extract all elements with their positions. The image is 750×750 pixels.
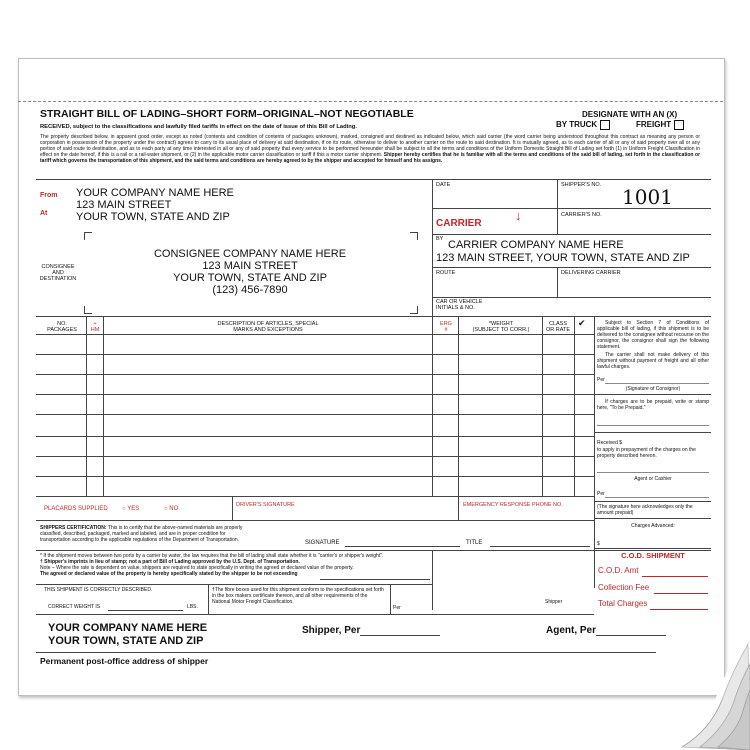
shipper-per-line[interactable] <box>360 635 440 636</box>
legal-text: The property described below, in apparent good order, except as noted (contents and condition of contents of packages unknown), marked, consigned and destined as indicated below, which said carrier (the word carrier being understood throughout this contract as meaning any person or corporation in possession of the property under the contract) agrees to carry to its usual place of delivery at said destination, if on its route, otherwise to deliver to another carrier on the route to said destination. It is mutually agreed, as to each carrier of all or any of said property over all or any portion of said route to destination, and as to each party at any time interested in all or any of said property that every service to be performed hereunder shall be subject to all the terms and conditions of the Uniform Domestic Straight Bill of Lading set forth (1) in Uniform Freight Classification in effect on the date hereof, if this is a rail or a rail-water shipment, or (2) in the applicable motor carrier classification or tariff if this a motor carrier shipment. <box>40 134 700 158</box>
col-header-line: *WEIGHT <box>488 321 514 327</box>
signature-line[interactable] <box>605 497 709 498</box>
col-header-check: ✔ <box>578 318 586 328</box>
freight-checkbox[interactable] <box>674 120 684 130</box>
divider <box>36 334 594 335</box>
signature-line[interactable] <box>345 546 460 547</box>
legal-bold-text: Shipper hereby certifies that he is familiar with all the terms and conditions of the said bill of lading, set forth in the classification or tariff which governs the transportation of this shipment, and the said terms and conditions are hereby agreed to by the shipper and accepted for himself and his assigns. <box>40 152 700 164</box>
total-charges-label: Total Charges <box>598 599 648 608</box>
certification-title: SHIPPERS CERTIFICATION: <box>40 525 107 531</box>
table-row[interactable] <box>36 374 594 375</box>
divider <box>36 179 711 180</box>
cod-amount-field[interactable] <box>598 566 638 575</box>
divider <box>557 179 558 234</box>
consignee-street: 123 MAIN STREET <box>202 260 298 272</box>
footer-city[interactable]: YOUR TOWN, STATE AND ZIP <box>48 635 204 647</box>
carrier-company-name[interactable]: CARRIER COMPANY NAME HERE <box>448 239 624 251</box>
divider <box>36 614 594 615</box>
placards-label: PLACARDS SUPPLIED <box>44 506 108 512</box>
table-row[interactable] <box>36 354 594 355</box>
shippers-number[interactable]: 1001 <box>622 185 673 209</box>
consignee-city: YOUR TOWN, STATE AND ZIP <box>173 272 327 284</box>
col-header-line: DESCRIPTION OF ARTICLES, SPECIAL <box>217 321 319 327</box>
section7-text: Subject to Section 7 of Conditions of applicable bill of lading, if this shipment is to be delivered to the consignee without recourse on the consignor, the consignor shall sign the following statement. <box>597 320 709 350</box>
divider <box>432 550 433 610</box>
correctly-described-label: THIS SHIPMENT IS CORRECTLY DESCRIBED. <box>44 587 153 593</box>
divider <box>232 496 233 520</box>
cod-shipment-panel <box>596 551 710 560</box>
divider <box>36 520 594 521</box>
divider <box>86 316 87 496</box>
agreed-value-note: The agreed or declared value of the property is hereby specifically stated by the shipper to be not exceeding <box>40 571 298 577</box>
divider <box>103 316 104 496</box>
perforation-line <box>18 101 723 102</box>
arrow-down-icon: ↓ <box>515 208 522 223</box>
divider <box>594 394 711 395</box>
divider <box>36 584 432 585</box>
table-row[interactable] <box>36 456 594 457</box>
shipper-city[interactable]: YOUR TOWN, STATE AND ZIP <box>76 211 230 223</box>
certification-text: This is to certify that the above-named materials are properly classified, described, packaged, marked and labeled, and are in proper condition for transportation according to the applicable regulations of the Department of Transportation. <box>40 525 243 543</box>
designate-label: DESIGNATE WITH AN (X) <box>582 110 678 119</box>
agent-cashier-label: Agent or Cashier <box>634 476 672 482</box>
divider <box>574 316 575 496</box>
divider <box>36 652 656 653</box>
weight-line[interactable] <box>108 610 183 611</box>
car-vehicle-label-line: INITIALS & NO. <box>436 305 475 311</box>
delivering-carrier-label: DELIVERING CARRIER <box>561 270 621 276</box>
col-header-line: HM <box>90 327 100 333</box>
carrier-address[interactable]: 123 MAIN STREET, YOUR TOWN, STATE AND ZIP <box>436 252 690 264</box>
divider <box>458 316 459 496</box>
fibre-box-note: †The fibre boxes used for this shipment conform to the specifications set forth in the box makers certificate thereon, and all other requirements of the National Motor Freight Classification. <box>212 587 384 605</box>
col-header-line: ERG <box>440 321 452 327</box>
divider <box>594 548 711 549</box>
car-vehicle-label <box>436 299 482 311</box>
corner-mark <box>410 306 418 314</box>
cod-amount-label: C.O.D. Amt <box>598 566 639 575</box>
freight-option[interactable] <box>636 120 684 130</box>
col-header-line: PACKAGES <box>47 327 77 333</box>
dagger-note: † Shipper's imprints in lieu of stamp; not a part of Bill of Lading approved by the U.S. Dept. of Transportation. <box>40 559 300 565</box>
consignee-label <box>38 264 78 282</box>
divider <box>432 208 711 209</box>
divider <box>432 267 711 268</box>
table-row[interactable] <box>36 436 594 437</box>
permanent-address-label: Permanent post-office address of shipper <box>40 656 209 666</box>
col-header-packages <box>38 321 86 333</box>
footer-company-name[interactable]: YOUR COMPANY NAME HERE <box>48 622 208 634</box>
per-label: Per <box>597 377 605 383</box>
signature-line[interactable] <box>605 383 709 384</box>
collection-fee-label: Collection Fee <box>598 583 650 592</box>
date-label: DATE <box>436 182 451 188</box>
col-header-line: OR RATE <box>545 327 571 333</box>
consignee-address[interactable] <box>100 248 400 296</box>
total-charges-line[interactable] <box>650 609 708 610</box>
ack-text: (The signature here acknowledges only the amount prepaid) <box>597 504 693 516</box>
lbs-label: LBS. <box>187 604 198 610</box>
cod-amount-line[interactable] <box>642 576 708 577</box>
shipper-per-label: Shipper, Per <box>302 625 361 636</box>
collection-fee-line[interactable] <box>654 593 708 594</box>
divider <box>390 584 391 614</box>
value-note: Note – Where the rate is dependent on value, shippers are required to state specifically in writing the agreed or declared value of the property. <box>40 565 354 571</box>
per-label: Per <box>597 491 605 497</box>
divider <box>36 496 594 497</box>
shippers-no-label: SHIPPER'S NO. <box>561 182 602 188</box>
title-label: TITLE <box>466 540 483 546</box>
total-charges-field[interactable] <box>598 599 647 608</box>
divider <box>208 584 209 614</box>
divider <box>432 297 711 298</box>
signature-line[interactable] <box>597 472 709 473</box>
cod-title: C.O.D. SHIPMENT <box>621 551 685 560</box>
col-header-line: (SUBJECT TO CORR.) <box>472 327 530 333</box>
shipper-street[interactable]: 123 MAIN STREET <box>76 199 172 211</box>
prepaid-text: If charges are to be prepaid, write or stamp here, "To be Prepaid." <box>597 399 709 411</box>
col-header-erg <box>434 321 458 333</box>
water-note: * If the shipment moves between two ports by a carrier by water, the law requires that the bill of lading shall state whether it is "carrier's or shipper's weight". <box>40 553 384 559</box>
form-title: STRAIGHT BILL OF LADING–SHORT FORM–ORIGINAL–NOT NEGOTIABLE <box>40 108 414 120</box>
carriers-no-label: CARRIER'S NO. <box>561 212 602 218</box>
col-header-line: + <box>93 321 97 327</box>
correct-weight-label: CORRECT WEIGHT IS <box>48 604 101 610</box>
carrier-heading: CARRIER <box>436 218 482 229</box>
col-header-line: # <box>444 327 448 333</box>
table-row[interactable] <box>36 414 594 415</box>
freight-label: FREIGHT <box>636 120 672 130</box>
divider <box>432 234 711 235</box>
car-vehicle-label-line: CAR OR VEHICLE <box>436 299 483 305</box>
radio-circle-icon[interactable]: ○ <box>164 506 168 512</box>
corner-mark <box>84 306 92 314</box>
received-label: Received $ <box>597 440 623 446</box>
by-truck-checkbox[interactable] <box>600 120 610 130</box>
placards-yes-option[interactable] <box>122 506 139 513</box>
shipper-certification <box>40 525 255 543</box>
by-truck-label: BY TRUCK <box>556 120 598 130</box>
route-label: ROUTE <box>436 270 456 276</box>
stamp-line[interactable] <box>597 425 709 426</box>
col-header-weight <box>460 321 542 333</box>
radio-circle-icon[interactable]: ○ <box>122 506 126 512</box>
at-label: At <box>40 210 48 217</box>
apply-text: to apply in prepayment of the charges on the property described hereon. <box>597 447 696 459</box>
signature-label: SIGNATURE <box>305 540 340 546</box>
table-row[interactable] <box>36 476 594 477</box>
by-label: BY <box>436 236 444 242</box>
by-truck-option[interactable] <box>556 120 610 130</box>
per-label: Per <box>393 605 401 611</box>
col-header-line: CLASS <box>548 321 568 327</box>
consignee-label-line: CONSIGNEE <box>41 264 75 270</box>
divider <box>432 316 433 496</box>
placards-no-label: NO <box>169 506 179 512</box>
divider <box>557 267 558 297</box>
divider <box>36 316 711 317</box>
col-header-description <box>104 321 432 333</box>
legal-terms <box>40 134 700 176</box>
charges-advanced-label: Charges Advanced: <box>631 523 675 529</box>
page-curl-graphic <box>640 630 750 750</box>
collection-fee-field[interactable] <box>598 583 649 592</box>
col-header-line: NO. <box>57 321 67 327</box>
divider <box>594 432 711 433</box>
placards-yes-label: YES <box>127 506 140 512</box>
col-header-line: MARKS AND EXCEPTIONS <box>233 327 303 333</box>
driver-signature-label: DRIVER'S SIGNATURE <box>236 502 295 508</box>
shipper-company-name[interactable]: YOUR COMPANY NAME HERE <box>76 187 234 199</box>
col-header-class <box>543 321 573 333</box>
title-line[interactable] <box>490 546 590 547</box>
placards-no-option[interactable] <box>164 506 178 513</box>
col-header-hm <box>88 321 102 333</box>
notes-block <box>40 553 430 577</box>
value-line[interactable] <box>320 579 430 580</box>
divider <box>458 496 459 520</box>
consignee-phone: (123) 456-7890 <box>212 284 288 296</box>
divider <box>542 316 543 496</box>
form-subtitle: RECEIVED, subject to the classifications and lawfully filed tariffs in effect on the date of issue of this Bill of Lading. <box>40 124 357 130</box>
divider <box>594 501 711 502</box>
corner-mark <box>410 232 418 240</box>
divider <box>432 179 433 316</box>
consignor-signature-label: (Signature of Consignor) <box>625 386 681 392</box>
carrier-note-text: The carrier shall not make delivery of this shipment without payment of freight and all other lawful charges. <box>597 352 709 370</box>
charges-dollar[interactable]: $ <box>597 541 600 547</box>
corner-mark <box>84 232 92 240</box>
consignee-label-line: AND <box>52 270 64 276</box>
table-row[interactable] <box>36 394 594 395</box>
emergency-phone-label: EMERGENCY RESPONSE PHONE NO. <box>463 502 563 508</box>
from-label: From <box>40 192 58 199</box>
divider <box>594 518 711 519</box>
consignee-label-line: DESTINATION <box>39 276 77 282</box>
shipper-label: Shipper <box>545 599 563 605</box>
agent-per-label: Agent, Per <box>546 625 597 636</box>
consignee-company-name: CONSIGNEE COMPANY NAME HERE <box>153 248 347 260</box>
